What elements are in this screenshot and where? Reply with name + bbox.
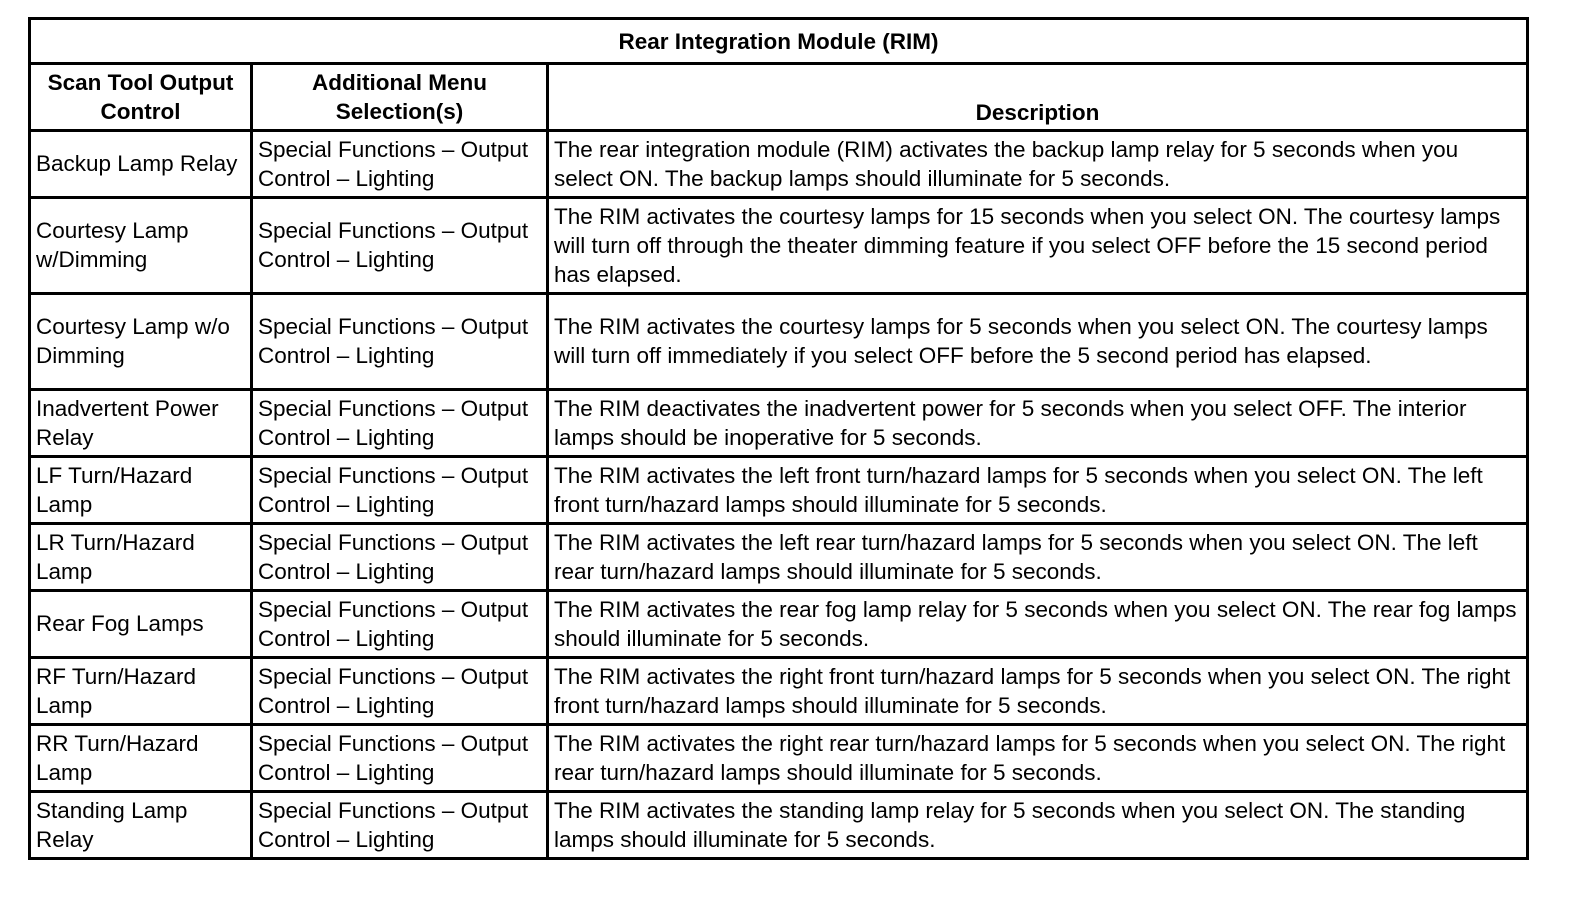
cell-output-control: Rear Fog Lamps: [30, 591, 252, 658]
table-row: [30, 457, 1528, 524]
cell-description: The RIM activates the standing lamp relay for 5 seconds when you select ON. The standing lamps should illuminate for 5 seconds.: [548, 792, 1528, 859]
table-row: [30, 658, 1528, 725]
table-row: [30, 591, 1528, 658]
table-row: [30, 390, 1528, 457]
cell-output-control: Courtesy Lamp w/o Dimming: [30, 294, 252, 390]
cell-menu-selection: Special Functions – Output Control – Lighting: [252, 725, 548, 792]
table-row: [30, 131, 1528, 198]
cell-description: The rear integration module (RIM) activates the backup lamp relay for 5 seconds when you select ON. The backup lamps should illuminate for 5 seconds.: [548, 131, 1528, 198]
cell-description: The RIM activates the rear fog lamp relay for 5 seconds when you select ON. The rear fog lamps should illuminate for 5 seconds.: [548, 591, 1528, 658]
cell-menu-selection: Special Functions – Output Control – Lighting: [252, 198, 548, 294]
table-row: [30, 524, 1528, 591]
cell-description: The RIM activates the courtesy lamps for 5 seconds when you select ON. The courtesy lamps will turn off immediately if you select OFF before the 5 second period has elapsed.: [548, 294, 1528, 390]
cell-output-control: LF Turn/Hazard Lamp: [30, 457, 252, 524]
cell-menu-selection: Special Functions – Output Control – Lighting: [252, 524, 548, 591]
cell-menu-selection: Special Functions – Output Control – Lighting: [252, 792, 548, 859]
table-row: [30, 294, 1528, 390]
cell-description: The RIM activates the left rear turn/hazard lamps for 5 seconds when you select ON. The left rear turn/hazard lamps should illuminate for 5 seconds.: [548, 524, 1528, 591]
header-additional-menu-selections: Additional Menu Selection(s): [252, 64, 548, 131]
cell-description: The RIM activates the right rear turn/hazard lamps for 5 seconds when you select ON. The right rear turn/hazard lamps should illuminate for 5 seconds.: [548, 725, 1528, 792]
cell-output-control: RR Turn/Hazard Lamp: [30, 725, 252, 792]
cell-output-control: LR Turn/Hazard Lamp: [30, 524, 252, 591]
table-row: [30, 198, 1528, 294]
cell-menu-selection: Special Functions – Output Control – Lighting: [252, 294, 548, 390]
table-title: Rear Integration Module (RIM): [30, 19, 1528, 64]
cell-output-control: Backup Lamp Relay: [30, 131, 252, 198]
cell-menu-selection: Special Functions – Output Control – Lighting: [252, 457, 548, 524]
table-row: [30, 792, 1528, 859]
rim-output-control-table: [28, 17, 1529, 860]
table-title-row: [30, 19, 1528, 64]
table-header-row: [30, 64, 1528, 131]
header-description: Description: [548, 64, 1528, 131]
cell-description: The RIM activates the courtesy lamps for 15 seconds when you select ON. The courtesy lamps will turn off through the theater dimming feature if you select OFF before the 15 second period has elapsed.: [548, 198, 1528, 294]
cell-menu-selection: Special Functions – Output Control – Lighting: [252, 131, 548, 198]
table-row: [30, 725, 1528, 792]
header-scan-tool-output-control: Scan Tool Output Control: [30, 64, 252, 131]
cell-description: The RIM activates the right front turn/hazard lamps for 5 seconds when you select ON. The right front turn/hazard lamps should illuminate for 5 seconds.: [548, 658, 1528, 725]
cell-output-control: RF Turn/Hazard Lamp: [30, 658, 252, 725]
cell-output-control: Standing Lamp Relay: [30, 792, 252, 859]
cell-output-control: Courtesy Lamp w/Dimming: [30, 198, 252, 294]
cell-menu-selection: Special Functions – Output Control – Lighting: [252, 591, 548, 658]
cell-description: The RIM deactivates the inadvertent power for 5 seconds when you select OFF. The interior lamps should be inoperative for 5 seconds.: [548, 390, 1528, 457]
cell-menu-selection: Special Functions – Output Control – Lighting: [252, 390, 548, 457]
cell-output-control: Inadvertent Power Relay: [30, 390, 252, 457]
cell-description: The RIM activates the left front turn/hazard lamps for 5 seconds when you select ON. The left front turn/hazard lamps should illuminate for 5 seconds.: [548, 457, 1528, 524]
cell-menu-selection: Special Functions – Output Control – Lighting: [252, 658, 548, 725]
